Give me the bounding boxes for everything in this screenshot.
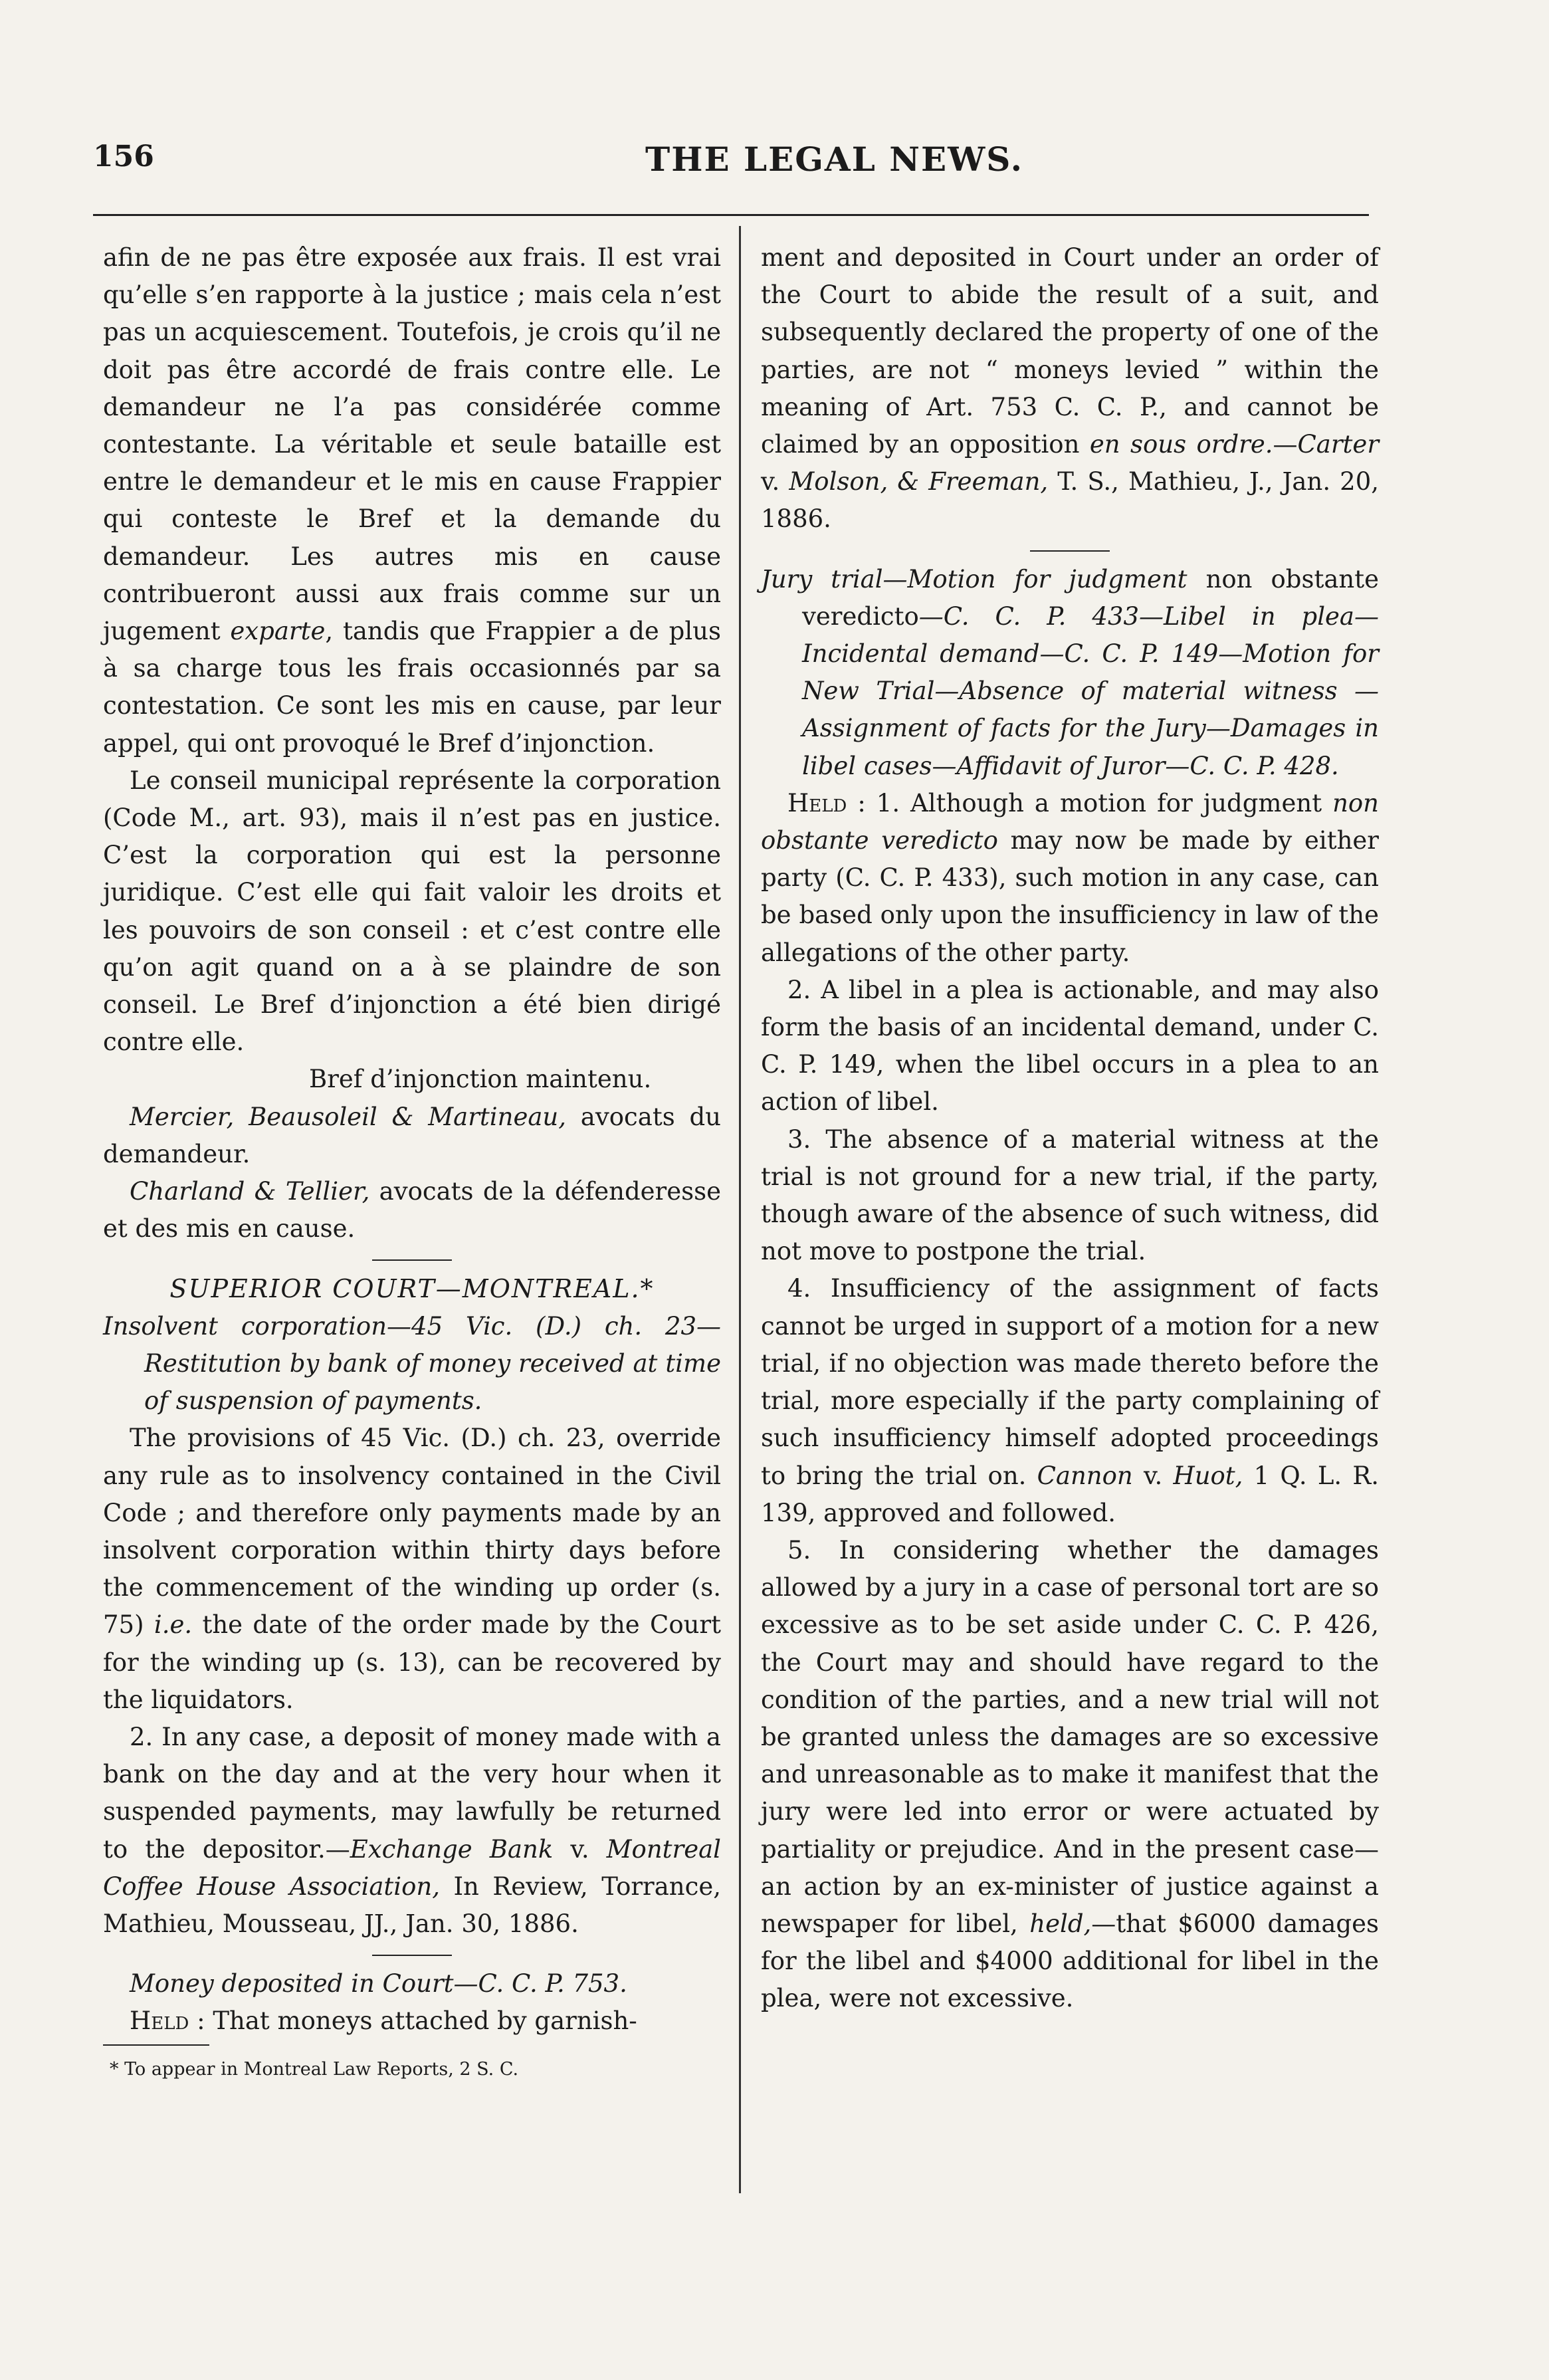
held-paragraph: 3. The absence of a material witness at the trial is not ground for a new trial, if the party, though aware of the absence of such witness, did not move to postpone the trial. xyxy=(761,1125,1379,1266)
held-paragraph: Held : That moneys attached by garnish- xyxy=(130,2006,637,2036)
section-rule xyxy=(372,1259,452,1261)
page-number: 156 xyxy=(93,140,154,173)
held-paragraph: 4. Insufficiency of the assignment of facts cannot be urged in support of a motion for a new trial, if no objection was made thereto before the trial, more especially if the party complaining of such insufficiency himself adopted proceedings to bring the trial on. Cannon v. Huot, 1 Q. L. R. 139, approved and followed. xyxy=(761,1274,1379,1527)
held-paragraph: Held : 1. Although a motion for judgment non obstante veredicto may now be made by either party (C. C. P. 433), such motion in any case, can be based only upon the insufficiency in law of the allegations of the other party. xyxy=(761,788,1379,967)
footnote: * To appear in Montreal Law Reports, 2 S. C. xyxy=(110,2058,519,2080)
held-paragraph: 5. In considering whether the damages allowed by a jury in a case of personal tort are so excessive as to be set aside under C. C. P. 426, the Court may and should have regard to the condition of the parties, and a new trial will not be granted unless the damages are so excessive and unreasonable as to make it manifest that the jury were led into error or were actuated by partiality or prejudice. And in the present case—an action by an ex-minister of justice against a newspaper for libel, held,—that $6000 damages for the libel and $4000 additional for libel in the plea, were not excessive. xyxy=(761,1535,1379,2013)
catchline: Insolvent corporation—45 Vic. (D.) ch. 23—Restitution by bank of money received at time of suspension of payments. xyxy=(103,1311,721,1416)
section-rule xyxy=(1030,550,1110,552)
section-rule xyxy=(372,1955,452,1956)
right-column xyxy=(761,239,1379,2018)
paragraph: ment and deposited in Court under an order of the Court to abide the result of a suit, and subsequently declared the property of one of the parties, are not “ moneys levied ” within the meaning of Art. 753 C. C. P., and cannot be claimed by an opposition en sous ordre.—Carter v. Molson, & Freeman, T. S., Mathieu, J., Jan. 20, 1886. xyxy=(761,243,1380,534)
left-column xyxy=(103,239,721,2083)
decision-line: Bref d’injonction maintenu. xyxy=(309,1065,652,1094)
footnote-rule xyxy=(103,2044,209,2046)
counsel-defendant: Charland & Tellier, avocats de la défenderesse et des mis en cause. xyxy=(103,1177,721,1244)
paragraph: 2. In any case, a deposit of money made with a bank on the day and at the very hour when it suspended payments, may lawfully be returned to the depositor.—Exchange Bank v. Montreal Coffee House Association, In Review, Torrance, Mathieu, Mousseau, JJ., Jan. 30, 1886. xyxy=(103,1722,722,1938)
running-title: THE LEGAL NEWS. xyxy=(645,140,1023,179)
column-divider xyxy=(739,226,741,2193)
catchline: Money deposited in Court—C. C. P. 753. xyxy=(130,1969,627,1999)
catchline: Jury trial—Motion for judgment non obstante veredicto—C. C. P. 433—Libel in plea—Incidental demand—C. C. P. 149—Motion for New Trial—Absence of material witness —Assignment of facts for the Jury—Damages in libel cases—Affidavit of Juror—C. C. P. 428. xyxy=(761,564,1379,780)
held-paragraph: 2. A libel in a plea is actionable, and may also form the basis of an incidental demand, under C. C. P. 149, when the libel occurs in a plea to an action of libel. xyxy=(761,975,1379,1117)
header-rule xyxy=(93,214,1369,216)
paragraph: Le conseil municipal représente la corporation (Code M., art. 93), mais il n’est pas en justice. C’est la corporation qui est la personne juridique. C’est elle qui fait valoir les droits et les pouvoirs de son conseil : et c’est contre elle qu’on agit quand on a à se plaindre de son conseil. Le Bref d’injonction a été bien dirigé contre elle. xyxy=(103,766,721,1057)
court-heading: SUPERIOR COURT—MONTREAL.* xyxy=(169,1274,655,1304)
paragraph: afin de ne pas être exposée aux frais. Il est vrai qu’elle s’en rapporte à la justice ; mais cela n’est pas un acquiescement. Toutefois, je crois qu’il ne doit pas être accordé de frais contre elle. Le demandeur ne l’a pas considérée comme contestante. La véritable et seule bataille est entre le demandeur et le mis en cause Frappier qui conteste le Bref et la demande du demandeur. Les autres mis en cause contribueront aussi aux frais comme sur un jugement exparte, tandis que Frappier a de plus à sa charge tous les frais occasionnés par sa contestation. Ce sont les mis en cause, par leur appel, qui ont provoqué le Bref d’injonction. xyxy=(103,243,722,758)
paragraph: The provisions of 45 Vic. (D.) ch. 23, override any rule as to insolvency contained in the Civil Code ; and therefore only payments made by an insolvent corporation within thirty days before the commencement of the winding up order (s. 75) i.e. the date of the order made by the Court for the winding up (s. 13), can be recovered by the liquidators. xyxy=(103,1424,721,1714)
counsel-plaintiff: Mercier, Beausoleil & Martineau, avocats du demandeur. xyxy=(103,1102,721,1168)
